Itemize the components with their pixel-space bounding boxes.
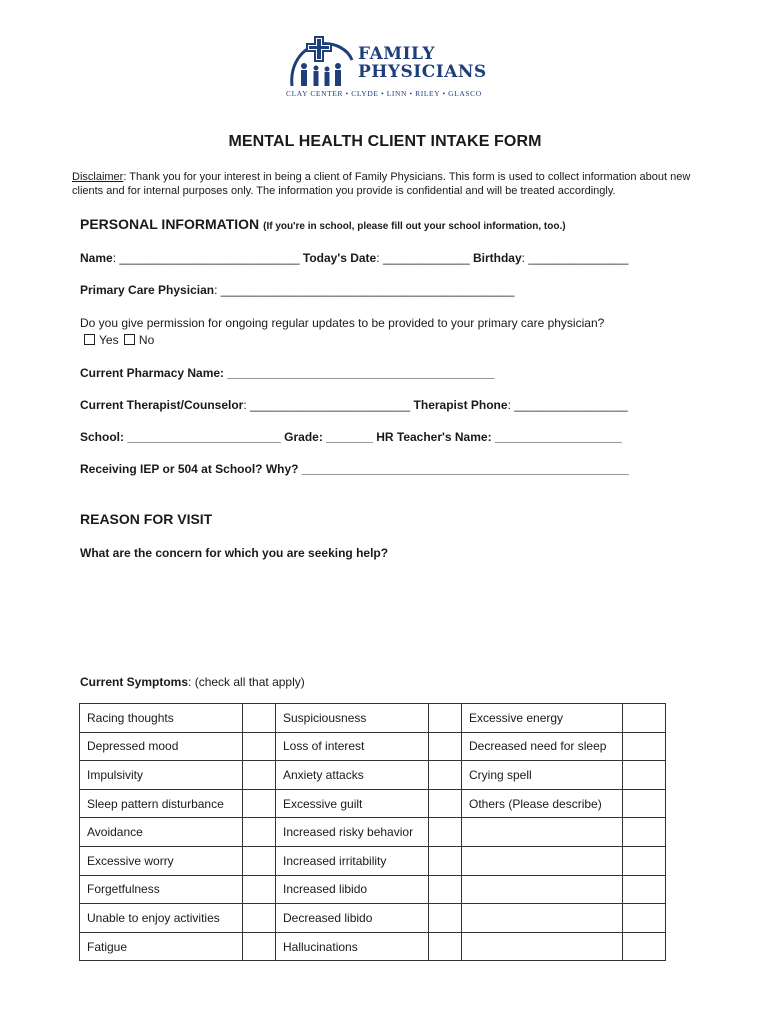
symptoms-note: : (check all that apply) — [188, 675, 305, 689]
symptom-label: Others (Please describe) — [462, 789, 623, 818]
symptom-label: Fatigue — [80, 932, 243, 961]
symptom-checkbox-cell[interactable] — [243, 704, 276, 733]
yes-checkbox[interactable] — [84, 334, 95, 345]
school-line[interactable]: School: _______________________ Grade: _______ HR Teacher's Name: ___________________ — [80, 430, 622, 444]
personal-info-note: (If you're in school, please fill out your school information, too.) — [263, 221, 566, 232]
logo-tagline: CLAY CENTER • CLYDE • LINN • RILEY • GLASCO — [286, 89, 482, 98]
yes-label: Yes — [99, 333, 119, 347]
symptoms-label: Current Symptoms — [80, 675, 189, 689]
therapist-phone-field[interactable]: : _________________ — [507, 398, 628, 412]
therapist-field[interactable]: : ________________________ — [243, 398, 414, 412]
symptom-label: Loss of interest — [276, 732, 429, 761]
symptom-label: Avoidance — [80, 818, 243, 847]
symptom-row — [80, 875, 666, 904]
symptom-checkbox-cell[interactable] — [623, 904, 666, 933]
no-label: No — [138, 333, 155, 347]
symptom-checkbox-cell[interactable] — [623, 704, 666, 733]
permission-question: Do you give permission for ongoing regular updates to be provided to your primary care physician? — [80, 316, 605, 330]
symptom-row — [80, 904, 666, 933]
symptom-label — [462, 932, 623, 961]
symptom-checkbox-cell[interactable] — [243, 846, 276, 875]
symptom-checkbox-cell[interactable] — [429, 704, 462, 733]
symptom-label: Crying spell — [462, 761, 623, 790]
disclaimer-text: : Thank you for your interest in being a client of Family Physicians. This form is used to collect information about new clients and for internal purposes only. The information you provide is confidential and will be treated accordingly. — [72, 171, 691, 197]
form-title: MENTAL HEALTH CLIENT INTAKE FORM — [228, 133, 542, 150]
symptom-row — [80, 789, 666, 818]
disclaimer-label: Disclaimer — [72, 171, 124, 183]
symptom-checkbox-cell[interactable] — [429, 846, 462, 875]
birthday-label: Birthday — [472, 251, 522, 265]
symptom-checkbox-cell[interactable] — [623, 732, 666, 761]
personal-info-title: PERSONAL INFORMATION — [80, 216, 260, 232]
logo-wordmark — [358, 45, 487, 81]
name-line — [80, 251, 628, 265]
symptoms-label-line — [80, 675, 305, 689]
symptom-label: Excessive guilt — [276, 789, 429, 818]
logo-name-line2: PHYSICIANS — [358, 62, 487, 82]
symptoms-table — [79, 703, 666, 961]
symptom-label: Depressed mood — [80, 732, 243, 761]
symptom-checkbox-cell[interactable] — [623, 789, 666, 818]
symptom-label: Excessive energy — [462, 704, 623, 733]
symptom-label: Increased libido — [276, 875, 429, 904]
pcp-field[interactable]: : ____________________________________________ — [214, 283, 515, 297]
symptom-row — [80, 761, 666, 790]
date-field[interactable]: : _____________ — [376, 251, 473, 265]
symptom-label: Unable to enjoy activities — [80, 904, 243, 933]
symptom-label — [462, 875, 623, 904]
name-label: Name — [80, 251, 113, 265]
symptom-label: Increased irritability — [276, 846, 429, 875]
permission-options — [84, 333, 154, 347]
iep-line[interactable]: Receiving IEP or 504 at School? Why? _________________________________________________ — [80, 462, 629, 476]
symptom-checkbox-cell[interactable] — [243, 789, 276, 818]
symptom-label: Impulsivity — [80, 761, 243, 790]
symptom-row — [80, 846, 666, 875]
symptom-label: Decreased libido — [276, 904, 429, 933]
family-cross-icon — [286, 36, 358, 88]
symptom-checkbox-cell[interactable] — [429, 732, 462, 761]
symptom-label: Hallucinations — [276, 932, 429, 961]
symptom-checkbox-cell[interactable] — [243, 875, 276, 904]
symptom-checkbox-cell[interactable] — [623, 875, 666, 904]
symptom-label — [462, 818, 623, 847]
pcp-label: Primary Care Physician — [80, 283, 215, 297]
symptom-label: Decreased need for sleep — [462, 732, 623, 761]
disclaimer — [72, 170, 702, 198]
symptom-checkbox-cell[interactable] — [429, 904, 462, 933]
symptom-label: Anxiety attacks — [276, 761, 429, 790]
no-checkbox[interactable] — [124, 334, 135, 345]
symptom-checkbox-cell[interactable] — [429, 875, 462, 904]
symptom-checkbox-cell[interactable] — [623, 761, 666, 790]
symptom-checkbox-cell[interactable] — [243, 932, 276, 961]
symptom-row — [80, 732, 666, 761]
symptom-checkbox-cell[interactable] — [623, 818, 666, 847]
pcp-line — [80, 283, 514, 297]
reason-for-visit-heading: REASON FOR VISIT — [80, 511, 213, 527]
symptom-checkbox-cell[interactable] — [243, 761, 276, 790]
symptom-checkbox-cell[interactable] — [243, 818, 276, 847]
symptom-checkbox-cell[interactable] — [243, 904, 276, 933]
symptom-label: Racing thoughts — [80, 704, 243, 733]
birthday-field[interactable]: : _______________ — [521, 251, 629, 265]
logo-name-line1: FAMILY — [358, 44, 436, 64]
symptom-checkbox-cell[interactable] — [429, 818, 462, 847]
reason-question: What are the concern for which you are seeking help? — [80, 546, 389, 560]
symptom-label — [462, 904, 623, 933]
symptom-row — [80, 704, 666, 733]
symptom-label: Forgetfulness — [80, 875, 243, 904]
therapist-label: Current Therapist/Counselor — [80, 398, 244, 412]
pharmacy-line[interactable]: Current Pharmacy Name: ________________________________________ — [80, 366, 495, 380]
symptom-row — [80, 932, 666, 961]
symptom-checkbox-cell[interactable] — [429, 761, 462, 790]
date-label: Today's Date — [302, 251, 377, 265]
symptom-label: Sleep pattern disturbance — [80, 789, 243, 818]
symptom-label — [462, 846, 623, 875]
name-field[interactable]: : ___________________________ — [112, 251, 303, 265]
symptom-checkbox-cell[interactable] — [623, 846, 666, 875]
therapist-phone-label: Therapist Phone — [413, 398, 508, 412]
symptom-checkbox-cell[interactable] — [623, 932, 666, 961]
personal-info-heading — [80, 216, 566, 232]
symptom-checkbox-cell[interactable] — [243, 732, 276, 761]
therapist-line — [80, 398, 628, 412]
symptom-label: Excessive worry — [80, 846, 243, 875]
symptom-row — [80, 818, 666, 847]
family-physicians-logo — [286, 36, 496, 102]
symptom-label: Increased risky behavior — [276, 818, 429, 847]
symptom-checkbox-cell[interactable] — [429, 789, 462, 818]
symptom-label: Suspiciousness — [276, 704, 429, 733]
symptom-checkbox-cell[interactable] — [429, 932, 462, 961]
